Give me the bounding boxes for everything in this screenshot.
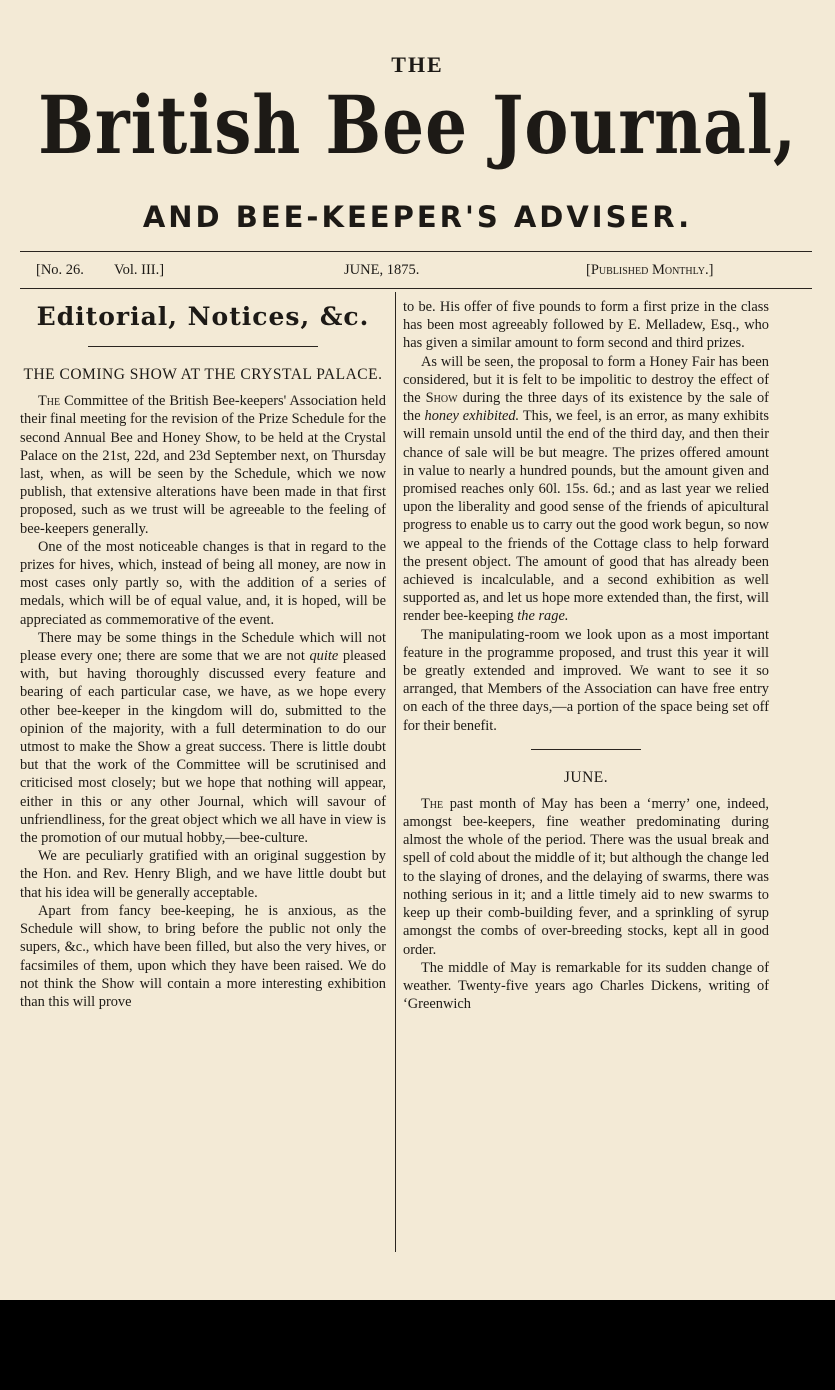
left-column bbox=[20, 298, 386, 1011]
june-heading: JUNE. bbox=[563, 768, 609, 786]
masthead-subtitle: AND BEE-KEEPER'S ADVISER. bbox=[142, 200, 693, 234]
paragraph: As will be seen, the proposal to form a Honey Fair has been considered, but it is felt to be impolitic to destroy the effect of the Show during the three days of its existence by the sale of the honey exhibited. This, we feel, is an error, as many exhibits will remain unsold until the end of the third day, and then their chance of sale will be but meagre. The prizes offered amount in value to nearly a hundred pounds, but the amount given and promised reaches only 60l. 15s. 6d.; and as last year we relied upon the liberality and good sense of the friends of apicultural progress to enable us to carry out the good work begun, so now we appeal to the friends of the Cottage class to help forward the present object. The amount of good that has already been achieved is incalculable, and a second exhibition as well supported as, and let us hope more extended than, the first, will render bee-keeping the rage. bbox=[403, 353, 769, 625]
right-column bbox=[403, 298, 769, 1013]
lead-word: The bbox=[421, 795, 444, 812]
lead-word: The bbox=[38, 393, 61, 410]
column-divider bbox=[395, 292, 396, 1252]
paragraph: The past month of May has been a ‘merry’ one, indeed, amongst bee-keepers, fine weather predominating during almost the whole of the period. There was the usual break and spell of cold about the middle of it; but although the change led to the slaying of drones, and the delaying of swarms, there was nothing serious in it; and a little timely aid to new swarms to keep up their comb-building fever, and a sprinkling of syrup amongst the combs of over-breeding stocks, kept all in good order. bbox=[403, 795, 769, 958]
paragraph: There may be some things in the Schedule which will not please every one; there are some that we are not quite pleased with, but having thoroughly discussed every feature and bearing of each particular case, we have, as we hope every other bee-keeper in the kingdom will do, submitted to the opinion of the majority, with a full determination to do our utmost to make the Show a great success. There is little doubt but that the work of the Committee will be scrutinised and criticised most closely; but we hope that nothing will appear, either in this or any other Journal, which will savour of unfriendliness, for the great object which we all have in view is the promotion of our mutual hobby,—bee-culture. bbox=[20, 629, 386, 847]
masthead-rule-bottom bbox=[20, 288, 812, 289]
masthead-rule-top bbox=[20, 251, 812, 252]
paragraph: to be. His offer of five pounds to form a first prize in the class has been most agreeably followed by E. Melladew, Esq., who has given a similar amount to form second and third prizes. bbox=[403, 299, 769, 352]
paragraph: We are peculiarly gratified with an original suggestion by the Hon. and Rev. Henry Bligh, and we have little doubt but that his idea will be generally acceptable. bbox=[20, 848, 386, 901]
issue-number: [No. 26. bbox=[36, 262, 84, 278]
masthead-title: British Bee Journal, bbox=[38, 78, 797, 173]
issue-date: JUNE, 1875. bbox=[344, 262, 420, 278]
paragraph: The manipulating-room we look upon as a most important feature in the programme proposed, and trust this year it will be greatly extended and improved. We want to see it so arranged, that Members of the Association can have free entry on each of the three days,—a portion of the space being set off for their benefit. bbox=[403, 626, 769, 734]
italic-text: honey exhibited. bbox=[424, 408, 520, 425]
paragraph: One of the most noticeable changes is that in regard to the prizes for hives, which, instead of being all money, are now in most cases only partly so, with the addition of a series of medals, which will be of equal value, and, it is hoped, will be appreciated as commemorative of the event. bbox=[20, 538, 386, 628]
section-rule bbox=[531, 749, 641, 750]
italic-text: quite bbox=[309, 648, 339, 665]
italic-text: the rage. bbox=[517, 608, 569, 625]
paragraph: The middle of May is remarkable for its sudden change of weather. Twenty-five years ago Charles Dickens, writing of ‘Greenwich bbox=[403, 959, 769, 1013]
section-rule bbox=[88, 346, 318, 347]
article-heading: THE COMING SHOW AT THE CRYSTAL PALACE. bbox=[23, 366, 383, 384]
paragraph: The Committee of the British Bee-keepers' Association held their final meeting for the revision of the Prize Schedule for the second Annual Bee and Honey Show, to be held at the Crystal Palace on the 21st, 22d, and 23d September next, on Thursday last, when, as will be seen by the Schedule, which we now publish, that extensive alterations have been made in that first proposed, such as we trust will be agreeable to the feeling of bee-keepers generally. bbox=[20, 393, 386, 537]
paragraph: Apart from fancy bee-keeping, he is anxious, as the Schedule will show, to bring before the public not only the supers, &c., which have been filled, but also the very hives, or facsimiles of them, upon which they have been raised. We do not think the Show will contain a more interesting exhibition than this will prove bbox=[20, 902, 386, 1010]
issue-volume: Vol. III.] bbox=[114, 262, 165, 278]
prize-sum: 60l. 15s. 6d. bbox=[538, 481, 612, 498]
section-heading: Editorial, Notices, &c. bbox=[36, 302, 370, 331]
masthead-the: THE bbox=[391, 52, 444, 77]
issue-frequency: [Published Monthly.] bbox=[586, 262, 714, 278]
